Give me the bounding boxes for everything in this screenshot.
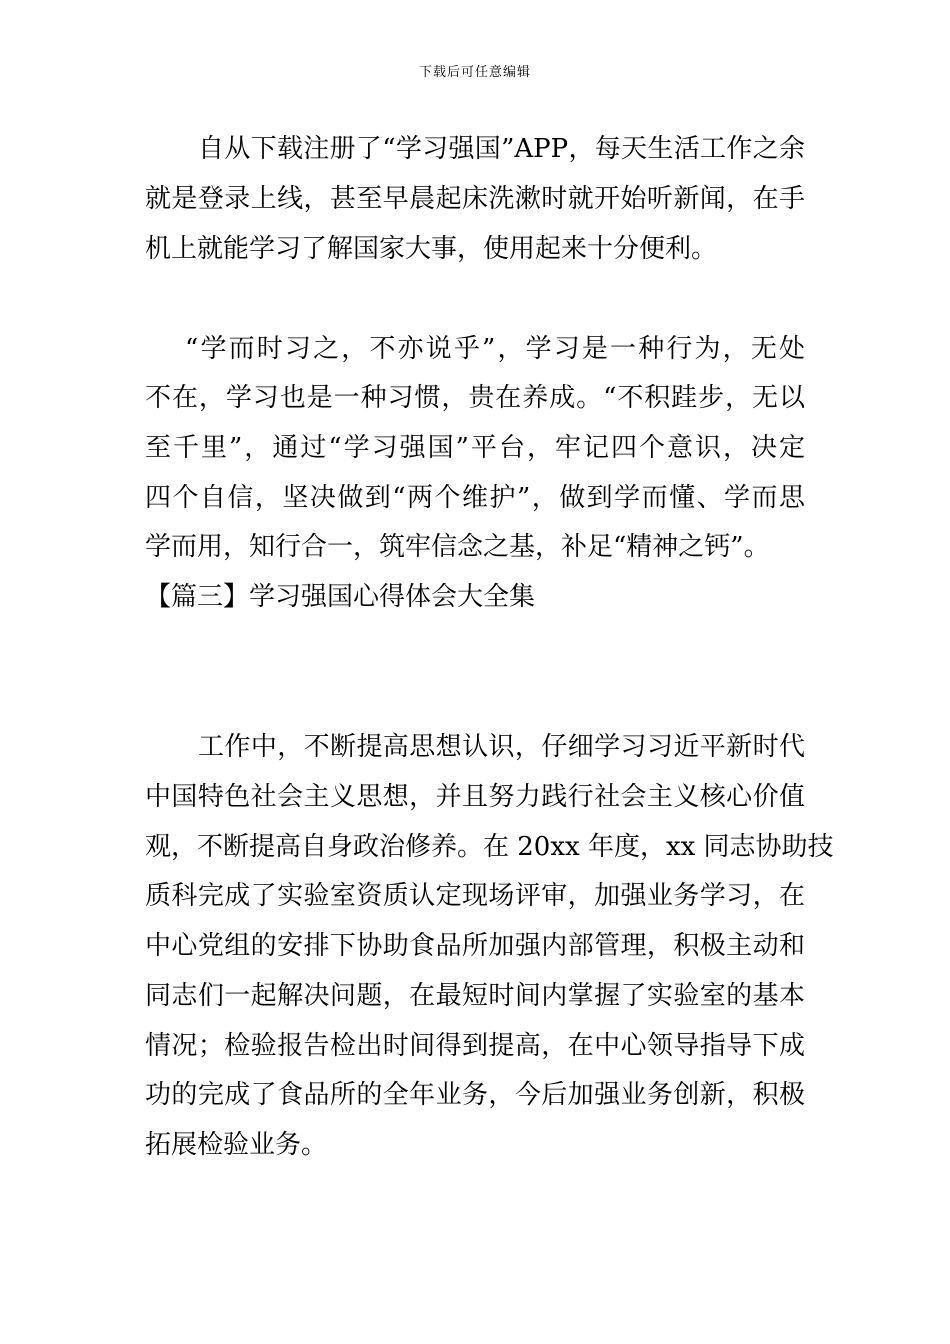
paragraph-3-line-6: 同志们一起解决问题，在最短时间内掌握了实验室的基本	[145, 981, 805, 1011]
paragraph-1-line-3: 机上就能学习了解国家大事，使用起来十分便利。	[145, 234, 718, 264]
page-header: 下载后可任意编辑	[418, 65, 531, 80]
paragraph-3-line-8: 功的完成了食品所的全年业务，今后加强业务创新，积极	[145, 1080, 805, 1110]
paragraph-3-line-2: 中国特色社会主义思想，并且努力践行社会主义核心价值	[145, 782, 805, 812]
paragraph-3-line-1: 工作中，不断提高思想认识，仔细学习习近平新时代	[198, 732, 805, 762]
paragraph-2-line-3: 至千里”，通过“学习强国”平台，牢记四个意识，决定	[145, 433, 805, 463]
section-title: 【篇三】学习强国心得体会大全集	[145, 582, 536, 612]
paragraph-3-line-3: 观，不断提高自身政治修养。在 20xx 年度，xx 同志协助技	[145, 832, 834, 862]
paragraph-1-line-1: 自从下载注册了“学习强国”APP，每天生活工作之余	[198, 134, 805, 164]
paragraph-3-line-5: 中心党组的安排下协助食品所加强内部管理，积极主动和	[145, 931, 805, 961]
paragraph-2-line-1: “学而时习之，不亦说乎”，学习是一种行为，无处	[185, 334, 805, 364]
paragraph-3-line-9: 拓展检验业务。	[145, 1130, 328, 1160]
paragraph-2-line-2: 不在，学习也是一种习惯，贵在养成。“不积跬步，无以	[145, 383, 805, 413]
paragraph-1-line-2: 就是登录上线，甚至早晨起床洗漱时就开始听新闻，在手	[145, 184, 805, 214]
paragraph-2-line-5: 学而用，知行合一，筑牢信念之基，补足“精神之钙”。	[145, 532, 770, 562]
paragraph-3-line-7: 情况；检验报告检出时间得到提高，在中心领导指导下成	[145, 1031, 805, 1061]
paragraph-2-line-4: 四个自信，坚决做到“两个维护”，做到学而懂、学而思	[145, 483, 805, 513]
paragraph-3-line-4: 质科完成了实验室资质认定现场评审，加强业务学习，在	[145, 881, 805, 911]
